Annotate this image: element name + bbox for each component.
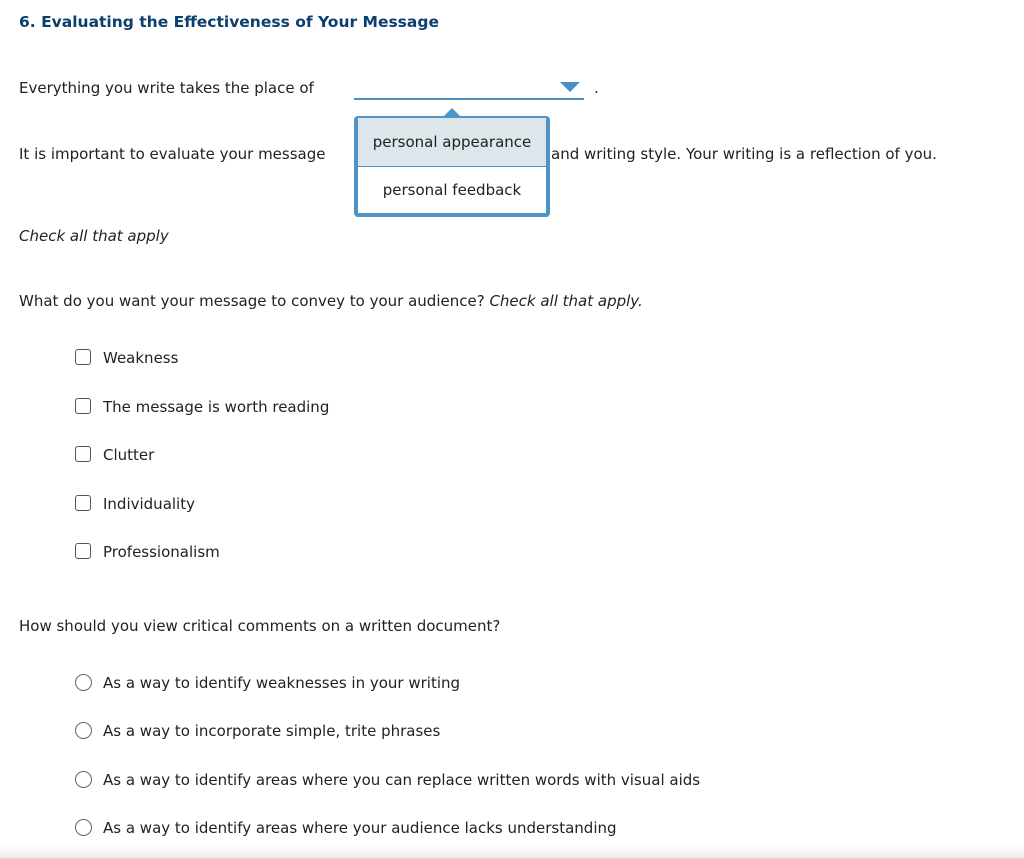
radio-option[interactable] <box>75 674 92 691</box>
checkbox-label[interactable]: The message is worth reading <box>103 398 330 416</box>
dropdown-option[interactable]: personal feedback <box>382 181 522 199</box>
radio-label[interactable]: As a way to identify weaknesses in your writing <box>103 674 461 692</box>
q3-prompt-note: Check all that apply. <box>489 292 643 310</box>
q3-prompt <box>19 292 643 310</box>
chevron-down-icon <box>560 82 580 92</box>
bottom-fade <box>0 844 1024 858</box>
section-title: 6. Evaluating the Effectiveness of Your Message <box>19 13 439 31</box>
checkbox-label[interactable]: Clutter <box>103 446 155 464</box>
checkbox-label[interactable]: Individuality <box>103 495 195 513</box>
radio-label[interactable]: As a way to identify areas where you can replace written words with visual aids <box>103 771 701 789</box>
q2-suffix: and writing style. Your writing is a reflection of you. <box>551 145 937 163</box>
checkbox-worth-reading[interactable] <box>75 398 91 414</box>
radio-label[interactable]: As a way to incorporate simple, trite phrases <box>103 722 441 740</box>
dropdown-option[interactable]: personal appearance <box>358 118 546 167</box>
checkbox-professionalism[interactable] <box>75 543 91 559</box>
checkbox-weakness[interactable] <box>75 349 91 365</box>
radio-option[interactable] <box>75 722 92 739</box>
radio-option[interactable] <box>75 819 92 836</box>
checkbox-clutter[interactable] <box>75 446 91 462</box>
checkbox-label[interactable]: Weakness <box>103 349 179 367</box>
q3-prompt-text: What do you want your message to convey to your audience? <box>19 292 485 310</box>
q1-dropdown[interactable] <box>354 76 584 100</box>
q1-suffix: . <box>594 79 599 97</box>
q2-prefix: It is important to evaluate your message <box>19 145 326 163</box>
radio-option[interactable] <box>75 771 92 788</box>
checkbox-individuality[interactable] <box>75 495 91 511</box>
dropdown-popup <box>354 116 550 217</box>
checkbox-label[interactable]: Professionalism <box>103 543 220 561</box>
q1-prefix: Everything you write takes the place of <box>19 79 314 97</box>
check-note: Check all that apply <box>19 227 169 245</box>
radio-label[interactable]: As a way to identify areas where your audience lacks understanding <box>103 819 617 837</box>
q4-prompt: How should you view critical comments on a written document? <box>19 617 501 635</box>
